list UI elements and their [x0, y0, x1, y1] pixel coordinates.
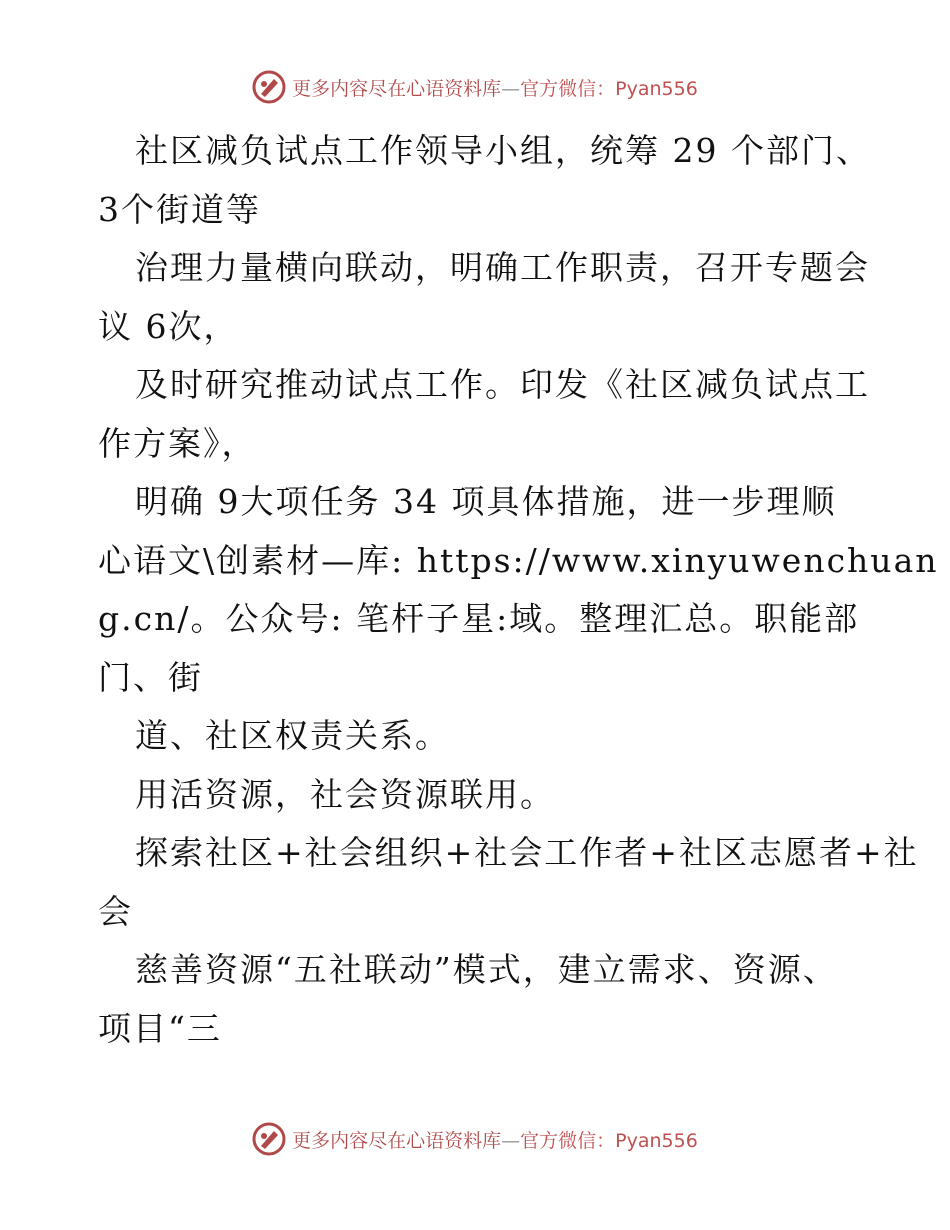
brand-logo-icon [252, 1122, 286, 1156]
text-line: 门、街 [98, 657, 203, 697]
header-banner-wechat: 官方微信：Pyan556 [520, 77, 698, 100]
text-line: 治理力量横向联动，明确工作职责，召开专题会 [135, 248, 870, 287]
footer-banner-separator: — [501, 1129, 521, 1152]
text-line: 会 [98, 891, 133, 931]
text-line: 心语文\创素材—库: https://www.xinyuwenchuan [98, 540, 939, 580]
text-line: 作方案》， [98, 423, 257, 463]
text-line: g.cn/。公众号: 笔杆子星:域。整理汇总。职能部 [98, 599, 860, 638]
footer-banner-main: 更多内容尽在心语资料库 [292, 1129, 502, 1152]
footer-banner-wechat: 官方微信：Pyan556 [520, 1129, 698, 1152]
text-line: 社区减负试点工作领导小组，统筹 29 个部门、 [135, 131, 871, 170]
text-line: 及时研究推动试点工作。印发《社区减负试点工 [135, 365, 870, 404]
text-line: 3个街道等 [98, 189, 261, 229]
footer-banner-text [292, 1126, 698, 1153]
text-line: 慈善资源“五社联动”模式，建立需求、资源、 [135, 950, 838, 989]
header-banner-text [292, 74, 698, 101]
text-line: 议 6次， [98, 306, 239, 346]
header-banner [0, 70, 950, 104]
header-banner-main: 更多内容尽在心语资料库 [292, 77, 502, 100]
text-line: 道、社区权责关系。 [135, 716, 450, 755]
text-line: 明确 9大项任务 34 项具体措施，进一步理顺 [135, 482, 837, 521]
text-line: 用活资源，社会资源联用。 [135, 774, 555, 814]
footer-banner [0, 1122, 950, 1156]
text-line: 探索社区+社会组织+社会工作者+社区志愿者+社 [135, 833, 919, 872]
header-banner-separator: — [501, 77, 521, 100]
text-line: 项目“三 [98, 1008, 222, 1048]
document-body [98, 122, 939, 1058]
brand-logo-icon [252, 70, 286, 104]
